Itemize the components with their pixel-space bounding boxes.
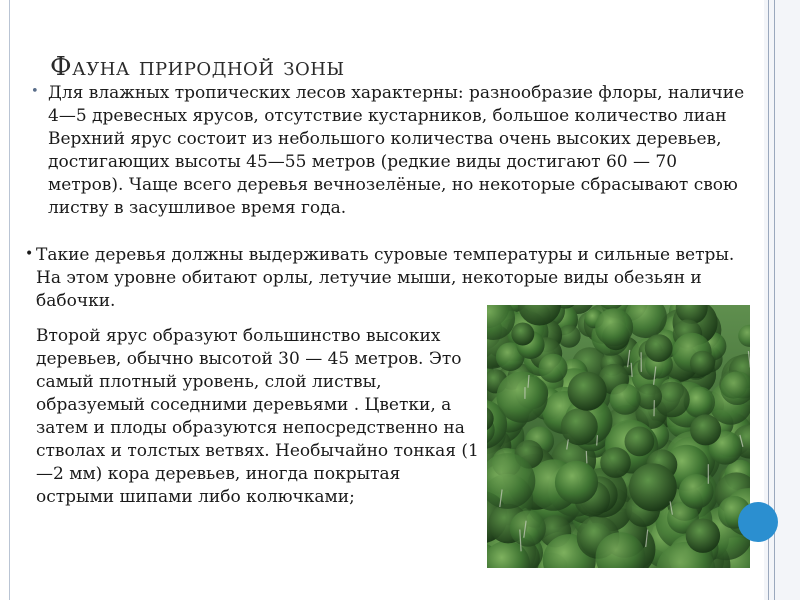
bullet-icon: •	[31, 84, 39, 99]
left-frame-line	[9, 0, 10, 600]
accent-circle-decoration	[738, 502, 778, 542]
forest-canopy-image	[487, 305, 750, 568]
paragraph-second-tier: Второй ярус образуют большинство высоких деревьев, обычно высотой 30 — 45 метров. Это самый плотный уровень, слой листвы, образуемый соседними деревьями . Цветки, а затем и плоды образуются непосредственно на стволах и толстых ветвях. Необычайно тонкая (1—2 мм) кора деревьев, иногда покрытая острыми шипами либо колючками;	[36, 326, 479, 507]
slide-title: Фауна природной зоны	[50, 52, 345, 82]
forest-canopy-photo	[487, 305, 750, 568]
paragraph-upper-canopy-intro: Для влажных тропических лесов характерны: разнообразие флоры, наличие 4—5 древесных ярусов, отсутствие кустарников, большое количество лиан Верхний ярус состоит из небольшого количества очень высоких деревьев, достигающих высоты 45—55 метров (редкие виды достигают 60 — 70 метров). Чаще всего деревья вечнозелёные, но некоторые сбрасывают свою листву в засушливое время года.	[48, 83, 745, 218]
paragraph-upper-canopy-fauna: Такие деревья должны выдерживать суровые температуры и сильные ветры. На этом уровне обитают орлы, летучие мыши, некоторые виды обезьян и бабочки.	[36, 245, 735, 311]
bullet-icon: •	[25, 246, 34, 262]
